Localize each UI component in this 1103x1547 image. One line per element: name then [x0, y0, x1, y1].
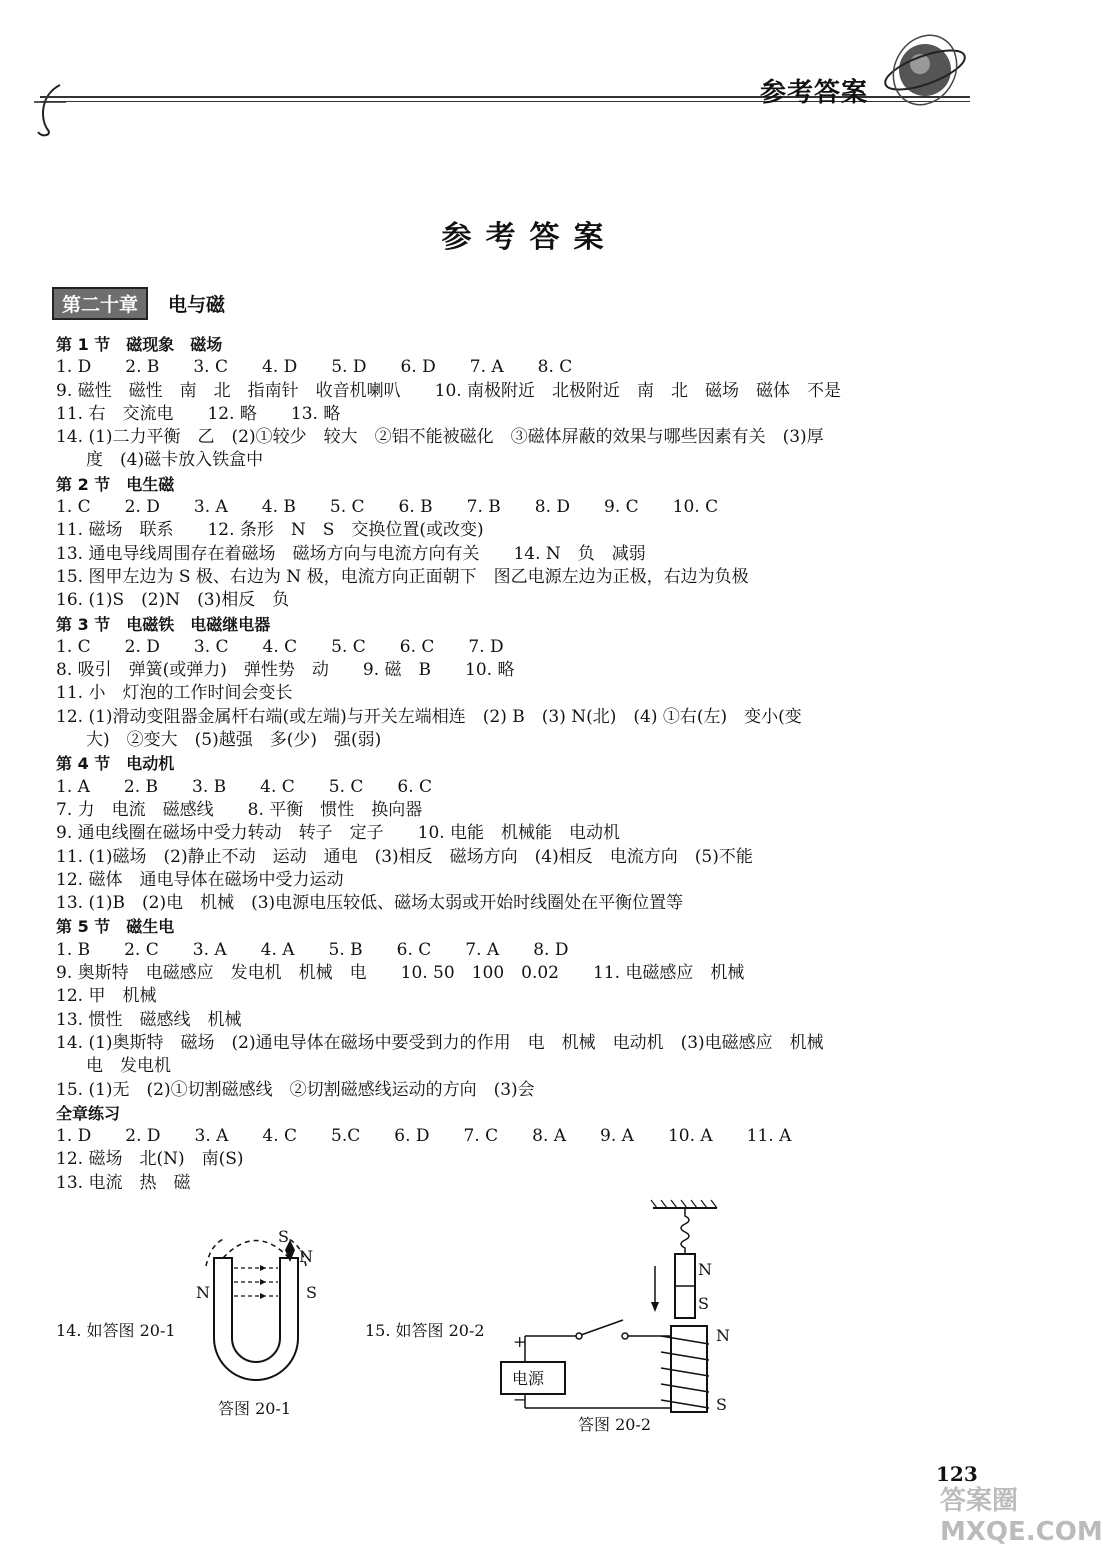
magnet-s-label: S — [306, 1283, 317, 1302]
answer-line: 1. C 2. D 3. C 4. C 5. C 6. C 7. D — [56, 636, 504, 657]
answer-line: 度 (4)磁卡放入铁盒中 — [86, 450, 264, 471]
answer-line: 电 发电机 — [86, 1056, 171, 1077]
answer-line: 12. (1)滑动变阻器金属杆右端(或左端)与开关左端相连 (2) B (3) N(北) (4) ①右(左) 变小(变 — [56, 706, 802, 727]
answer-line: 13. (1)B (2)电 机械 (3)电源电压较低、磁场太弱或开始时线圈处在平衡位置等 — [56, 893, 684, 914]
answer-line: 12. 甲 机械 — [56, 986, 157, 1007]
answer-line: 1. B 2. C 3. A 4. A 5. B 6. C 7. A 8. D — [56, 939, 569, 960]
answer-line: 12. 磁场 北(N) 南(S) — [56, 1149, 244, 1170]
globe-icon — [880, 30, 970, 110]
answer-line: 9. 奥斯特 电磁感应 发电机 机械 电 10. 50 100 0.02 11. 电磁感应 机械 — [56, 963, 745, 984]
section-heading: 第 2 节 电生磁 — [56, 474, 175, 494]
bar-magnet-s-label: S — [698, 1294, 709, 1313]
section-heading: 第 3 节 电磁铁 电磁继电器 — [56, 614, 271, 634]
answer-content — [56, 333, 966, 1195]
answer-line: 11. 小 灯泡的工作时间会变长 — [56, 683, 293, 704]
figure-20-1-caption: 答图 20-1 — [218, 1399, 292, 1418]
header-swirl-ornament — [30, 80, 70, 140]
coil-s-label: S — [716, 1395, 727, 1414]
answer-line: 12. 磁体 通电导体在磁场中受力运动 — [56, 869, 344, 890]
answer-line: 1. A 2. B 3. B 4. C 5. C 6. C — [56, 776, 433, 797]
magnet-n-label: N — [196, 1283, 210, 1302]
answer-line: 13. 惯性 磁感线 机械 — [56, 1009, 242, 1030]
power-source-label: 电源 — [512, 1369, 545, 1388]
answer-line: 1. D 2. D 3. A 4. C 5.C 6. D 7. C 8. A 9. A 10. A 11. A — [56, 1126, 792, 1147]
figure-20-2-caption: 答图 20-2 — [578, 1415, 652, 1434]
coil-n-label: N — [716, 1326, 730, 1345]
answer-line: 15. (1)无 (2)①切割磁感线 ②切割磁感线运动的方向 (3)会 — [56, 1079, 535, 1100]
answer-line: 13. 电流 热 磁 — [56, 1172, 191, 1193]
page-number: 123 — [936, 1462, 978, 1486]
answer-line: 15. 图甲左边为 S 极、右边为 N 极，电流方向正面朝下 图乙电源左边为正极，右边为负极 — [56, 566, 749, 587]
figure-20-1-reference: 14. 如答图 20-1 — [56, 1321, 176, 1340]
watermark: 答案圈 MXQE.COM — [940, 1486, 1103, 1547]
figure-20-2-reference: 15. 如答图 20-2 — [365, 1321, 485, 1340]
header-title: 参考答案 — [760, 78, 869, 108]
answer-line: 14. (1)二力平衡 乙 (2)①较少 较大 ②铝不能被磁化 ③磁体屏蔽的效果与哪些因素有关 (3)厚 — [56, 427, 824, 448]
answer-line: 11. 磁场 联系 12. 条形 N S 交换位置(或改变) — [56, 520, 484, 541]
power-plus-label: + — [513, 1332, 527, 1351]
answer-line: 9. 磁性 磁性 南 北 指南针 收音机喇叭 10. 南极附近 北极附近 南 北 磁场 磁体 不是 — [56, 380, 842, 401]
needle-n-label: N — [299, 1247, 313, 1266]
answer-line: 13. 通电导线周围存在着磁场 磁场方向与电流方向有关 14. N 负 减弱 — [56, 543, 646, 564]
page-title: 参考答案 — [441, 220, 618, 255]
answer-line: 8. 吸引 弹簧(或弹力) 弹性势 动 9. 磁 B 10. 略 — [56, 660, 515, 681]
answer-line: 1. C 2. D 3. A 4. B 5. C 6. B 7. B 8. D 9. C 10. C — [56, 497, 719, 518]
bar-magnet-n-label: N — [698, 1260, 712, 1279]
section-heading: 第 4 节 电动机 — [56, 754, 175, 774]
chapter-heading — [52, 288, 225, 318]
answer-line: 7. 力 电流 磁感线 8. 平衡 惯性 换向器 — [56, 799, 423, 820]
section-heading: 全章练习 — [56, 1103, 121, 1123]
power-minus-label: − — [513, 1390, 527, 1409]
section-heading: 第 5 节 磁生电 — [56, 917, 175, 937]
answer-line: 11. (1)磁场 (2)静止不动 运动 通电 (3)相反 磁场方向 (4)相反 电流方向 (5)不能 — [56, 846, 753, 867]
chapter-name: 电与磁 — [168, 293, 226, 316]
needle-s-label: S — [278, 1227, 289, 1246]
answer-line: 9. 通电线圈在磁场中受力转动 转子 定子 10. 电能 机械能 电动机 — [56, 823, 621, 844]
chapter-number: 第二十章 — [52, 287, 148, 320]
answer-line: 大) ②变大 (5)越强 多(少) 强(弱) — [86, 730, 382, 751]
answer-line: 14. (1)奥斯特 磁场 (2)通电导体在磁场中要受到力的作用 电 机械 电动机 (3)电磁感应 机械 — [56, 1032, 824, 1053]
section-heading: 第 1 节 磁现象 磁场 — [56, 335, 223, 354]
answer-line: 1. D 2. B 3. C 4. D 5. D 6. D 7. A 8. C — [56, 357, 573, 378]
answer-line: 11. 右 交流电 12. 略 13. 略 — [56, 403, 341, 424]
answer-line: 16. (1)S (2)N (3)相反 负 — [56, 590, 290, 611]
